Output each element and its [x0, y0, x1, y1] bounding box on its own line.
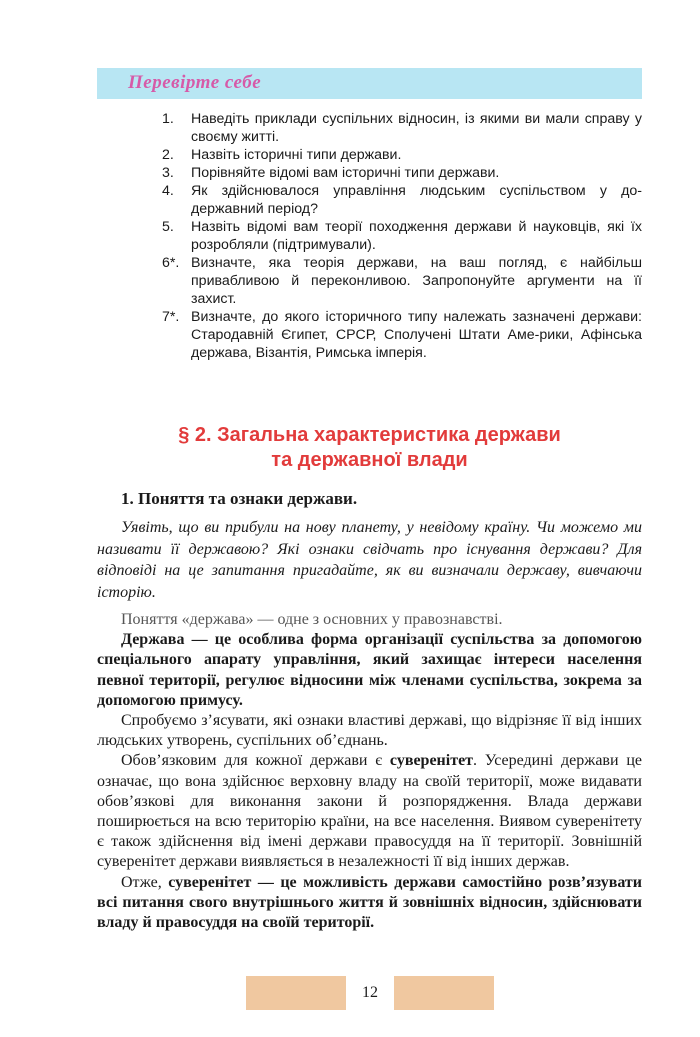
question-text: Визначте, яка теорія держави, на ваш погляд, є найбільш привабливою й переконливою. Запропонуйте аргументи на її захист. — [191, 255, 642, 307]
body-text — [97, 610, 642, 933]
section-heading-line2: та державної влади — [271, 449, 468, 471]
page-number: 12 — [362, 984, 378, 1001]
paragraph-sovereignty — [97, 751, 642, 872]
paragraph-state-definition — [97, 630, 642, 711]
question-number: 3. — [162, 165, 174, 181]
subsection-title: 1. Поняття та ознаки держави. — [121, 489, 358, 508]
list-item — [162, 164, 642, 182]
list-item — [162, 182, 642, 218]
question-number: 7*. — [162, 309, 180, 325]
conclusion-start: Отже, — [121, 873, 169, 891]
paragraph-sovereignty-definition — [97, 873, 642, 934]
sovereignty-term: суверенітет — [389, 752, 474, 770]
footer-bar-right — [394, 976, 494, 1010]
question-text: Назвіть історичні типи держави. — [191, 147, 402, 163]
question-text: Як здійснювалося управління людським суспільством у до-державний період? — [191, 183, 642, 217]
list-item — [162, 218, 642, 254]
question-number: 4. — [162, 183, 174, 199]
question-number: 1. — [162, 111, 174, 127]
section-heading — [97, 423, 642, 473]
question-list — [162, 110, 642, 362]
question-text: Визначте, до якого історичного типу належать зазначені держави: Стародавній Єгипет, СРСР, Сполучені Штати Аме-рики, Афінська держава, Візантія, Римська імперія. — [191, 309, 642, 361]
question-text: Порівняйте відомі вам історичні типи держави. — [191, 165, 500, 181]
question-number: 2. — [162, 147, 174, 163]
intro-paragraph: Уявіть, що ви прибули на нову планету, у невідому країну. Чи можемо ми називати її державою? Які ознаки свідчать про існування держави? Для відповіді на це запитання пригадайте, як ви визначали державу, вивчаючи історію. — [97, 519, 642, 601]
section-heading-line1: § 2. Загальна характеристика держави — [178, 424, 561, 446]
question-text: Наведіть приклади суспільних відносин, із якими ви мали справу у своєму житті. — [191, 111, 642, 145]
definition-bold: Держава — це особлива форма організації суспільства за допомогою спеціального апарату управління, який захищає інтереси населення певної території, регулює відносини між членами суспільства, зокрема за допомогою примусу. — [97, 631, 642, 709]
sovereignty-definition-bold: суверенітет — це можливість держави самостійно розв’язувати всі питання свого внутрішнього життя й зовнішніх відносин, здійснювати владу й правосуддя на своїй території. — [97, 873, 643, 932]
question-text: Назвіть відомі вам теорії походження держави й науковців, які їх розробляли (підтримували). — [191, 219, 642, 253]
check-yourself-title: Перевірте себе — [128, 72, 262, 93]
sovereignty-text-rest: . Усередині держави це означає, що вона здійснює верховну владу на своїй території, може видавати обов’язкові для виконання закони й розпорядження. Влада держави поширюється на всю територію країни, на все населення. Виявом суверенітету є також здійснення від імені держави правосуддя на її території. Зовнішній суверенітет держави виявляється в незалежності її від інших держав. — [97, 752, 643, 871]
list-item — [162, 146, 642, 164]
list-item — [162, 254, 642, 308]
footer-bar-left — [246, 976, 346, 1010]
page-footer — [246, 976, 494, 1010]
sovereignty-text-start: Обов’язковим для кожної держави є — [121, 752, 390, 770]
paragraph-state-concept: Поняття «держава» — одне з основних у правознавстві. — [121, 611, 503, 628]
paragraph-features-intro: Спробуємо з’ясувати, які ознаки властиві державі, що відрізняє її від інших людських утворень, суспільних об’єднань. — [97, 712, 642, 750]
list-item — [162, 110, 642, 146]
question-number: 5. — [162, 219, 174, 235]
list-item — [162, 308, 642, 362]
question-number: 6*. — [162, 255, 180, 271]
